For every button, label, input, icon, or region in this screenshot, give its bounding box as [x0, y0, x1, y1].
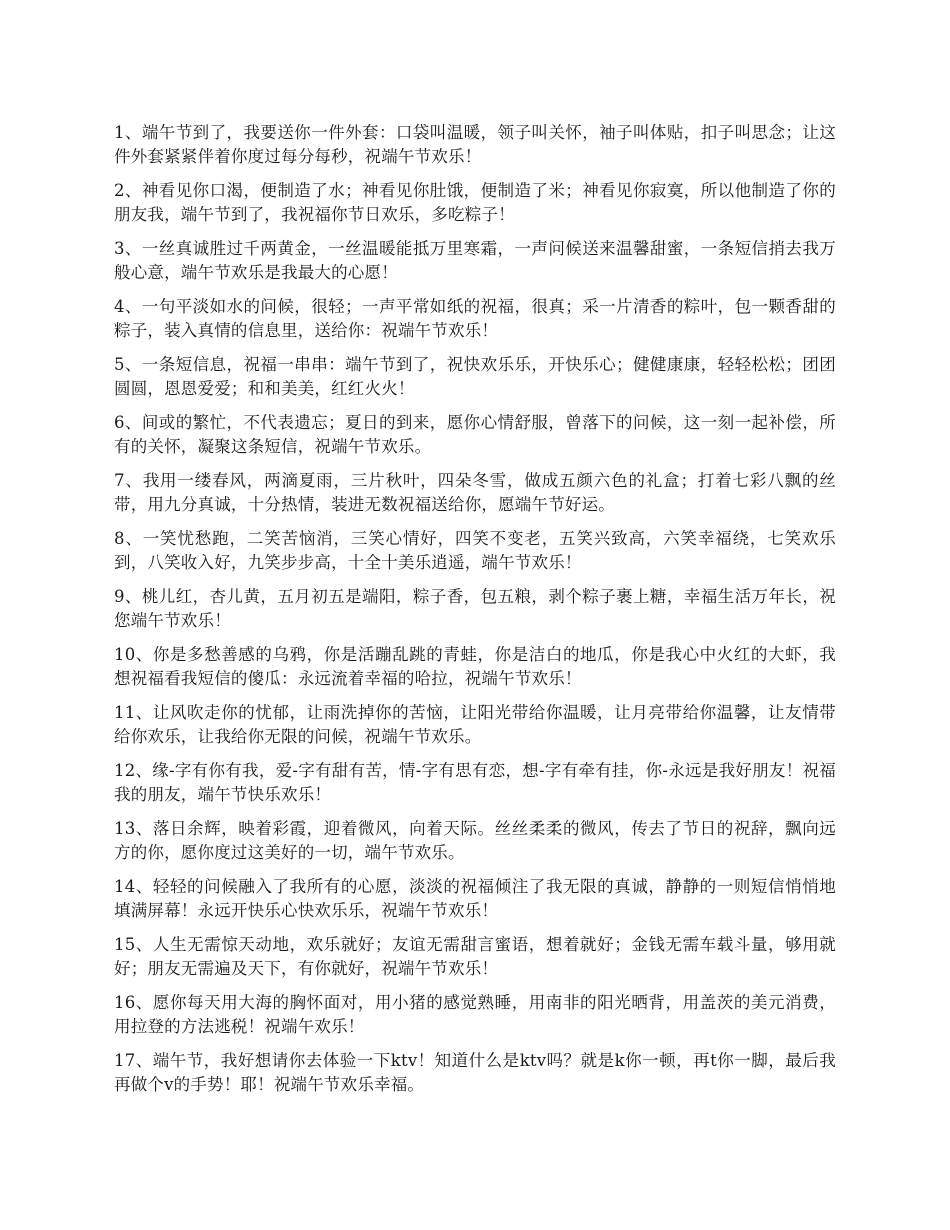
greeting-entry-13: 13、落日余辉，映着彩霞，迎着微风，向着天际。丝丝柔柔的微风，传去了节日的祝辞，飘向远方的你，愿你度过这美好的一切，端午节欢乐。	[114, 819, 836, 862]
greeting-entry-10: 10、你是多愁善感的乌鸦，你是活蹦乱跳的青蛙，你是洁白的地瓜，你是我心中火红的大虾，我想祝福看我短信的傻瓜：永远流着幸福的哈拉，祝端午节欢乐！	[114, 645, 836, 688]
greeting-entry-12: 12、缘-字有你有我，爱-字有甜有苦，情-字有思有恋，想-字有牵有挂，你-永远是我好朋友！祝福我的朋友，端午节快乐欢乐！	[114, 761, 836, 804]
greeting-entry-4: 4、一句平淡如水的问候，很轻；一声平常如纸的祝福，很真；采一片清香的粽叶，包一颗香甜的粽子，装入真情的信息里，送给你：祝端午节欢乐！	[114, 297, 836, 340]
greeting-entry-6: 6、间或的繁忙，不代表遗忘；夏日的到来，愿你心情舒服，曾落下的问候，这一刻一起补偿，所有的关怀，凝聚这条短信，祝端午节欢乐。	[114, 413, 836, 456]
greeting-entry-16: 16、愿你每天用大海的胸怀面对，用小猪的感觉熟睡，用南非的阳光晒背，用盖茨的美元消费，用拉登的方法逃税！祝端午欢乐！	[114, 993, 836, 1036]
greeting-entry-8: 8、一笑忧愁跑，二笑苦恼消，三笑心情好，四笑不变老，五笑兴致高，六笑幸福绕，七笑欢乐到，八笑收入好，九笑步步高，十全十美乐逍遥，端午节欢乐！	[114, 529, 836, 572]
greeting-entry-11: 11、让风吹走你的忧郁，让雨洗掉你的苦恼，让阳光带给你温暖，让月亮带给你温馨，让友情带给你欢乐，让我给你无限的问候，祝端午节欢乐。	[114, 703, 836, 746]
greeting-entry-9: 9、桃儿红，杏儿黄，五月初五是端阳，粽子香，包五粮，剥个粽子裹上糖，幸福生活万年长，祝您端午节欢乐！	[114, 587, 836, 630]
greeting-entry-5: 5、一条短信息，祝福一串串：端午节到了，祝快欢乐乐，开快乐心；健健康康，轻轻松松；团团圆圆，恩恩爱爱；和和美美，红红火火！	[114, 355, 836, 398]
greeting-entry-14: 14、轻轻的问候融入了我所有的心愿，淡淡的祝福倾注了我无限的真诚，静静的一则短信悄悄地填满屏幕！永远开快乐心快欢乐乐，祝端午节欢乐！	[114, 877, 836, 920]
document-body	[114, 121, 836, 1107]
greeting-entry-7: 7、我用一缕春风，两滴夏雨，三片秋叶，四朵冬雪，做成五颜六色的礼盒；打着七彩八飘的丝带，用九分真诚，十分热情，装进无数祝福送给你，愿端午节好运。	[114, 471, 836, 514]
greeting-entry-17: 17、端午节，我好想请你去体验一下ktv！知道什么是ktv吗？就是k你一顿，再t你一脚，最后我再做个v的手势！耶！祝端午节欢乐幸福。	[114, 1051, 836, 1094]
greeting-entry-3: 3、一丝真诚胜过千两黄金，一丝温暖能抵万里寒霜，一声问候送来温馨甜蜜，一条短信捎去我万般心意，端午节欢乐是我最大的心愿！	[114, 239, 836, 282]
greeting-entry-1: 1、端午节到了，我要送你一件外套：口袋叫温暖，领子叫关怀，袖子叫体贴，扣子叫思念；让这件外套紧紧伴着你度过每分每秒，祝端午节欢乐！	[114, 123, 836, 166]
greeting-entry-2: 2、神看见你口渴，便制造了水；神看见你肚饿，便制造了米；神看见你寂寞，所以他制造了你的朋友我，端午节到了，我祝福你节日欢乐，多吃粽子！	[114, 181, 836, 224]
greeting-entry-15: 15、人生无需惊天动地，欢乐就好；友谊无需甜言蜜语，想着就好；金钱无需车载斗量，够用就好；朋友无需遍及天下，有你就好，祝端午节欢乐！	[114, 935, 836, 978]
